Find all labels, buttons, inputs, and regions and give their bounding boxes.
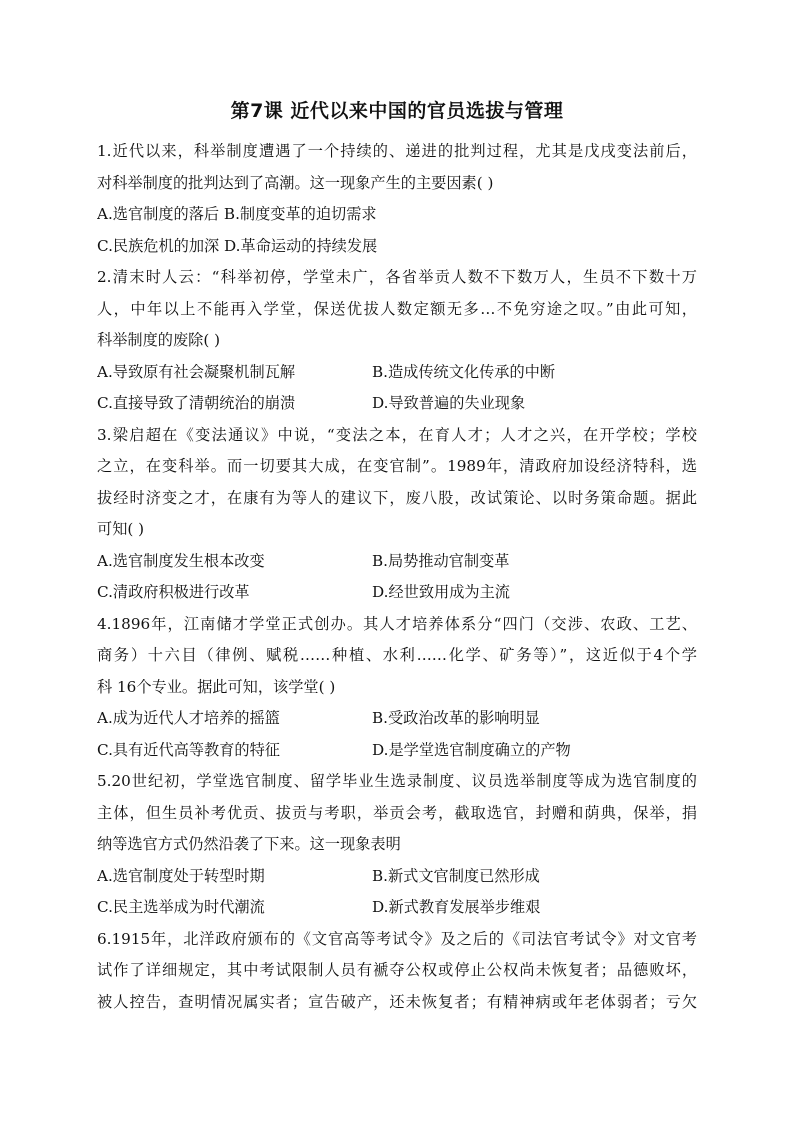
- option-d: D.是学堂选官制度确立的产物: [372, 740, 571, 759]
- question-text-line: 人，中年以上不能再入学堂，保送优拔人数定额无多…不免穷途之叹。”由此可知，: [97, 299, 697, 318]
- option-row: [97, 548, 697, 580]
- option-row: [97, 894, 697, 926]
- question-text-line: 5.20世纪初，学堂选官制度、留学毕业生选录制度、议员选举制度等成为选官制度的: [97, 772, 697, 790]
- option-a: A.导致原有社会凝聚机制瓦解: [97, 362, 296, 381]
- option-a: A.选官制度发生根本改变: [97, 551, 265, 570]
- option-row: [97, 390, 697, 422]
- option-row: [97, 863, 697, 895]
- question-text-line: 对科举制度的批判达到了高潮。这一现象产生的主要因素( ): [97, 173, 494, 192]
- option-row: [97, 737, 697, 769]
- option-b: B.新式文官制度已然形成: [372, 866, 540, 885]
- option-b: B.局势推动官制变革: [372, 551, 510, 570]
- question-text-line: 纳等选官方式仍然沿袭了下来。这一现象表明: [97, 835, 401, 853]
- question-text-line: 4.1896年，江南储才学堂正式创办。其人才培养体系分“四门（交涉、农政、工艺、: [97, 614, 697, 633]
- option-row: [97, 579, 697, 611]
- question-text-line: 商务）十六目（律例、赋税……种植、水利……化学、矿务等）”，这近似于4个学: [97, 646, 697, 664]
- option-d: D.新式教育发展举步维艰: [372, 898, 541, 916]
- question-text-line: 6.1915年，北洋政府颁布的《文官高等考试令》及之后的《司法官考试令》对文官考: [97, 929, 697, 948]
- question-text-line: 2.清末时人云：“科举初停，学堂未广，各省举贡人数不下数万人，生员不下数十万: [97, 268, 697, 286]
- question-text-line: 3.梁启超在《变法通议》中说，“变法之本，在育人才；人才之兴，在开学校；学校: [97, 425, 697, 444]
- question-text-line: 之立，在变科举。而一切要其大成，在变官制”。1989年，清政府加设经济特科，选: [97, 457, 697, 475]
- option-d: D.经世致用成为主流: [372, 583, 510, 601]
- question-list: [97, 138, 697, 1020]
- question-6: [97, 926, 697, 1021]
- option-row: [97, 359, 697, 391]
- question-text-line: 可知( ): [97, 520, 145, 538]
- question-1: [97, 138, 697, 264]
- question-text-line: 拔经时济变之才，在康有为等人的建议下，废八股，改试策论、以时务策命题。据此: [97, 488, 697, 507]
- page-title: 第7课 近代以来中国的官员选拔与管理: [230, 100, 564, 122]
- question-5: [97, 768, 697, 926]
- question-text-line: 主体，但生员补考优贡、拔贡与考职，举贡会考，截取选官，封赠和荫典，保举，捐: [97, 803, 697, 822]
- option-line: A.选官制度的落后 B.制度变革的迫切需求: [97, 205, 377, 223]
- question-3: [97, 422, 697, 611]
- question-4: [97, 611, 697, 769]
- question-text-line: 试作了详细规定，其中考试限制人员有褫夺公权或停止公权尚未恢复者；品德败坏，: [97, 961, 697, 979]
- question-text-line: 被人控告，查明情况属实者；宣告破产，还未恢复者；有精神病或年老体弱者；亏欠: [97, 992, 697, 1011]
- option-c: C.清政府积极进行改革: [97, 583, 250, 601]
- option-row: [97, 705, 697, 737]
- option-d: D.导致普遍的失业现象: [372, 394, 526, 412]
- option-a: A.选官制度处于转型时期: [97, 866, 265, 885]
- option-line: C.民族危机的加深 D.革命运动的持续发展: [97, 236, 378, 255]
- option-b: B.造成传统文化传承的中断: [372, 362, 556, 381]
- option-a: A.成为近代人才培养的摇篮: [97, 709, 280, 727]
- option-c: C.具有近代高等教育的特征: [97, 740, 280, 759]
- question-text-line: 科举制度的废除( ): [97, 331, 220, 349]
- option-c: C.民主选举成为时代潮流: [97, 898, 265, 916]
- question-text-line: 科 16个专业。据此可知，该学堂( ): [97, 677, 336, 696]
- question-text-line: 1.近代以来，科举制度遭遇了一个持续的、递进的批判过程，尤其是戊戌变法前后，: [97, 142, 697, 160]
- option-b: B.受政治改革的影响明显: [372, 709, 540, 727]
- question-2: [97, 264, 697, 422]
- option-c: C.直接导致了清朝统治的崩溃: [97, 394, 296, 412]
